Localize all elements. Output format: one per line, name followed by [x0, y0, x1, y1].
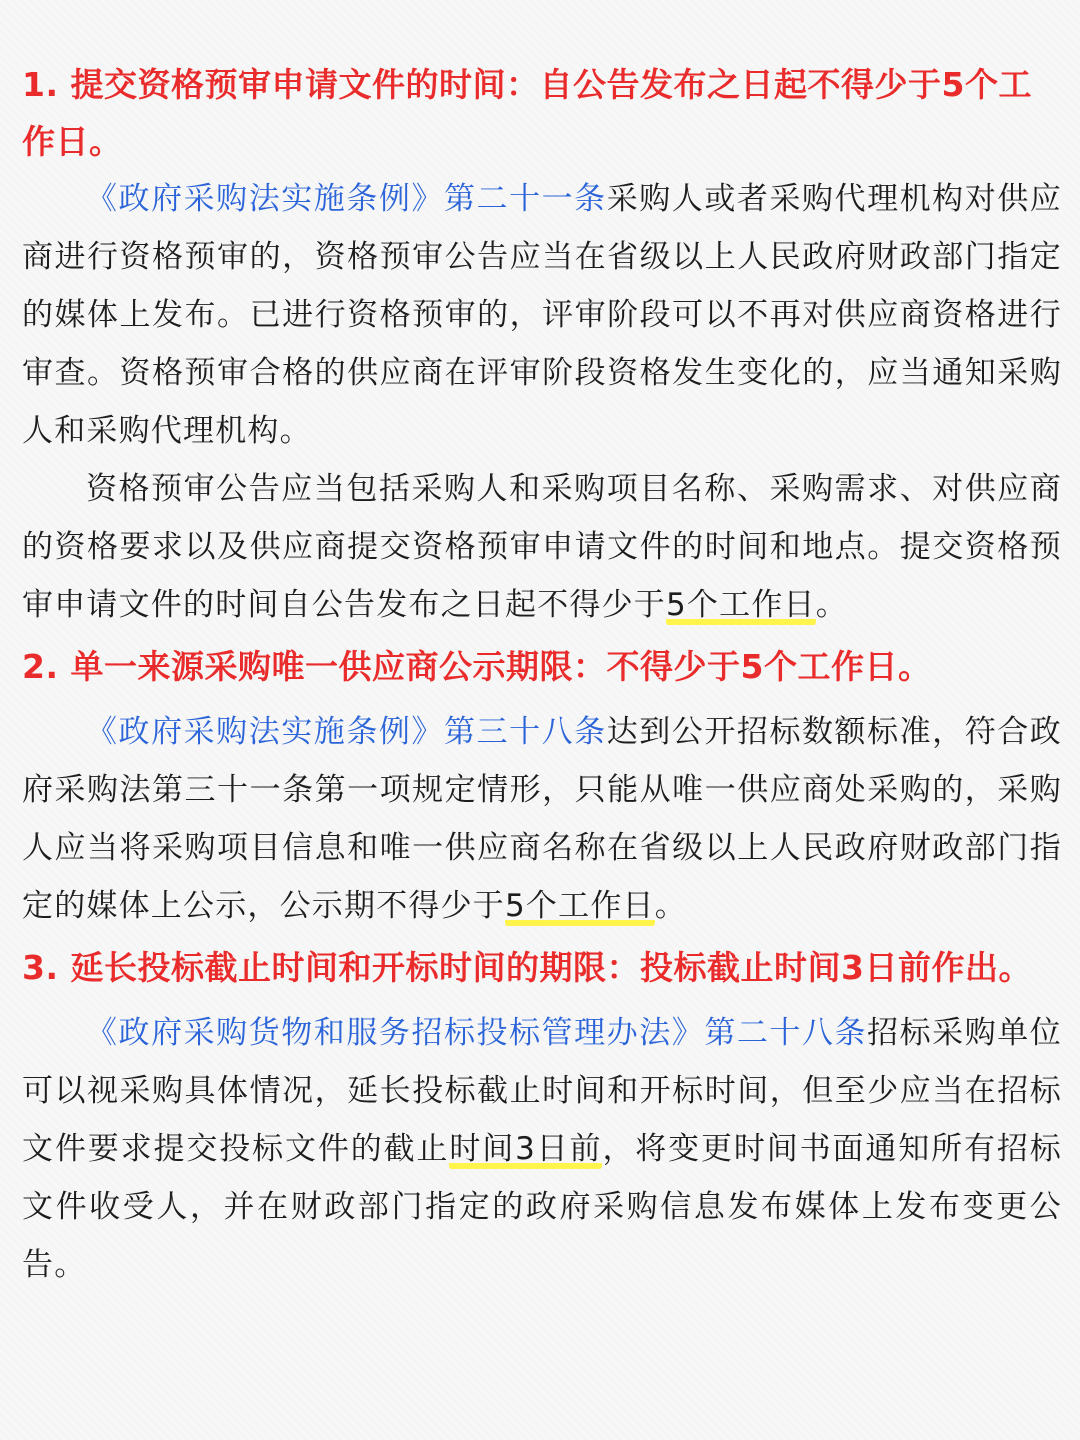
- section-2-heading: 2. 单一来源采购唯一供应商公示期限：不得少于5个工作日。: [22, 647, 932, 686]
- section-1-highlight: 5个工作日: [666, 587, 816, 627]
- section-2-paragraph-1-text: 达到公开招标数额标准，符合政府采购法第三十一条第一项规定情形，只能从唯一供应商处采购的，采购人应当将采购项目信息和唯一供应商名称在省级以上人民政府财政部门指定的媒体上公示，公示期不得少于: [22, 714, 1062, 924]
- section-1-paragraph-1-text: 采购人或者采购代理机构对供应商进行资格预审的，资格预审公告应当在省级以上人民政府财政部门指定的媒体上发布。已进行资格预审的，评审阶段可以不再对供应商资格进行审查。资格预审合格的供应商在评审阶段资格发生变化的，应当通知采购人和采购代理机构。: [22, 181, 1062, 449]
- section-2-paragraph-1: [22, 703, 1062, 935]
- section-1-paragraph-2-text: 资格预审公告应当包括采购人和采购项目名称、采购需求、对供应商的资格要求以及供应商提交资格预审申请文件的时间和地点。提交资格预审申请文件的时间自公告发布之日起不得少于: [22, 471, 1062, 623]
- section-3-citation: 《政府采购货物和服务招标投标管理办法》第二十八条: [86, 1015, 868, 1051]
- section-1-heading: 1. 提交资格预审申请文件的时间：自公告发布之日起不得少于5个工作日。: [22, 65, 1032, 161]
- section-1-citation: 《政府采购法实施条例》第二十一条: [86, 181, 607, 217]
- section-3-highlight: 时间3日前: [449, 1131, 602, 1171]
- section-2-citation: 《政府采购法实施条例》第三十八条: [86, 714, 607, 750]
- section-1-paragraph-2: [22, 460, 1062, 634]
- section-3-paragraph-1-text: 招标采购单位可以视采购具体情况，延长投标截止时间和开标时间，但至少应当在招标文件要求提交投标文件的截止: [22, 1015, 1062, 1167]
- section-2-highlight: 5个工作日: [505, 888, 655, 928]
- section-2-paragraph-1-end: 。: [654, 888, 687, 924]
- section-1-paragraph-2-end: 。: [815, 587, 848, 623]
- section-3-paragraph-1-end: ，将变更时间书面通知所有招标文件收受人，并在财政部门指定的政府采购信息发布媒体上发布变更公告。: [22, 1131, 1062, 1283]
- section-3-paragraph-1: [22, 1004, 1062, 1294]
- document-content: [22, 56, 1062, 1294]
- section-3-heading: 3. 延长投标截止时间和开标时间的期限：投标截止时间3日前作出。: [22, 948, 1032, 987]
- section-1-paragraph-1: [22, 170, 1062, 460]
